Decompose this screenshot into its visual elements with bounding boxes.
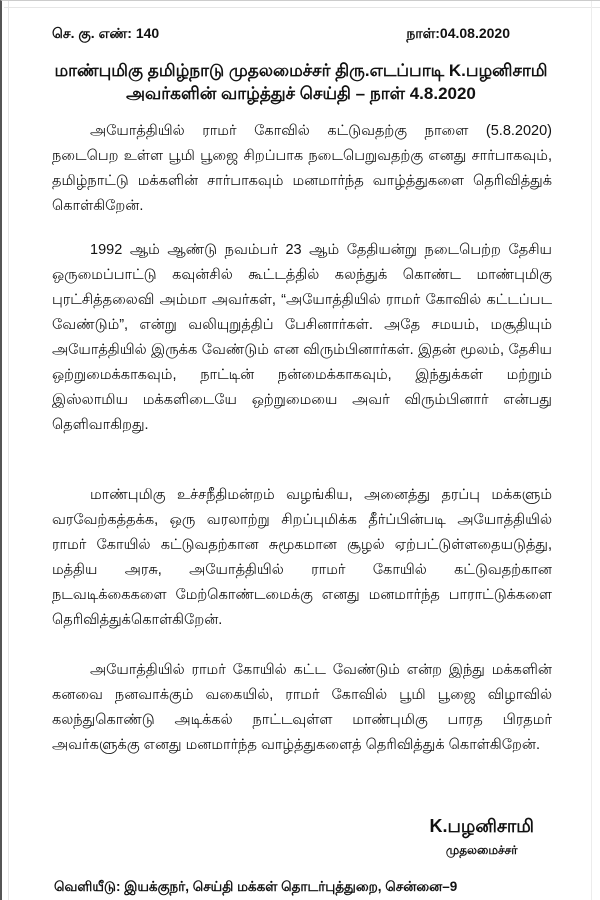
scan-edge-line	[8, 1, 9, 900]
title-line-1: மாண்புமிகு தமிழ்நாடு முதலமைச்சர் திரு.எடப்பாடி K.பழனிசாமி	[54, 61, 548, 80]
paragraph-3: மாண்புமிகு உச்சநீதிமன்றம் வழங்கிய, அனைத்து தரப்பு மக்களும் வரவேற்கத்தக்க, ஒரு வரலாற்று சிறப்புமிக்க தீர்ப்பின்படி அயோத்தியில் ராமர் கோயில் கட்டுவதற்கான சுமூகமான சூழல் ஏற்பட்டுள்ளதையடுத்து, மத்திய அரசு, அயோத்தியில் ராமர் கோயில் கட்டுவதற்கான நடவடிக்கைகளை மேற்கொண்டமைக்கு எனது மனமார்ந்த பாராட்டுக்களை தெரிவித்துக்கொள்கிறேன்.	[52, 487, 552, 628]
paragraph-1: அயோத்தியில் ராமர் கோவில் கட்டுவதற்கு நாளை (5.8.2020) நடைபெற உள்ள பூமி பூஜை சிறப்பாக நடைபெறுவதற்கு எனது சார்பாகவும், தமிழ்நாட்டு மக்களின் சார்பாகவும் மனமார்ந்த வாழ்த்துகளை தெரிவித்துக் கொள்கிறேன்.	[52, 123, 552, 214]
paragraph-4: அயோத்தியில் ராமர் கோயில் கட்ட வேண்டும் என்ற இந்து மக்களின் கனவை நனவாக்கும் வகையில், ராமர் கோவில் பூமி பூஜை விழாவில் கலந்துகொண்டு அடிக்கல் நாட்டவுள்ள மாண்புமிகு பாரத பிரதமர் அவர்களுக்கு எனது மனமார்ந்த வாழ்த்துகளைத் தெரிவித்துக் கொள்கிறேன்.	[52, 662, 552, 753]
footer-issuer: வெளியீடு: இயக்குநர், செய்தி மக்கள் தொடர்புத்துறை, சென்னை–9	[54, 879, 458, 894]
document-meta	[52, 25, 510, 44]
paragraph-2: 1992 ஆம் ஆண்டு நவம்பர் 23 ஆம் தேதியன்று நடைபெற்ற தேசிய ஒருமைப்பாட்டு கவுன்சில் கூட்டத்தில் கலந்துக் கொண்ட மாண்புமிகு புரட்சித்தலைவி அம்மா அவர்கள், “அயோத்தியில் ராமர் கோவில் கட்டப்பட வேண்டும்”, என்று வலியுறுத்திப் பேசினார்கள். அதே சமயம், மசூதியும் அயோத்தியில் இருக்க வேண்டும் என விரும்பினார்கள். இதன் மூலம், தேசிய ஒற்றுமைக்காகவும், நாட்டின் நன்மைக்காகவும், இந்துக்கள் மற்றும் இஸ்லாமிய மக்களிடையே ஒற்றுமையை அவர் விரும்பினார் என்பது தெளிவாகிறது.	[52, 242, 552, 433]
document-title	[2, 59, 600, 105]
signature-title: முதலமைச்சர்	[445, 843, 518, 857]
signature-name: K.பழனிசாமி	[429, 816, 534, 836]
reference-number: செ. கு. எண்: 140	[52, 25, 160, 41]
title-line-2: அவர்களின் வாழ்த்துச் செய்தி – நாள் 4.8.2020	[126, 84, 476, 103]
document-date: நாள்:04.08.2020	[406, 25, 510, 41]
signature-block	[429, 816, 534, 859]
scan-edge-line	[591, 1, 592, 900]
scan-edge-line	[4, 7, 600, 8]
